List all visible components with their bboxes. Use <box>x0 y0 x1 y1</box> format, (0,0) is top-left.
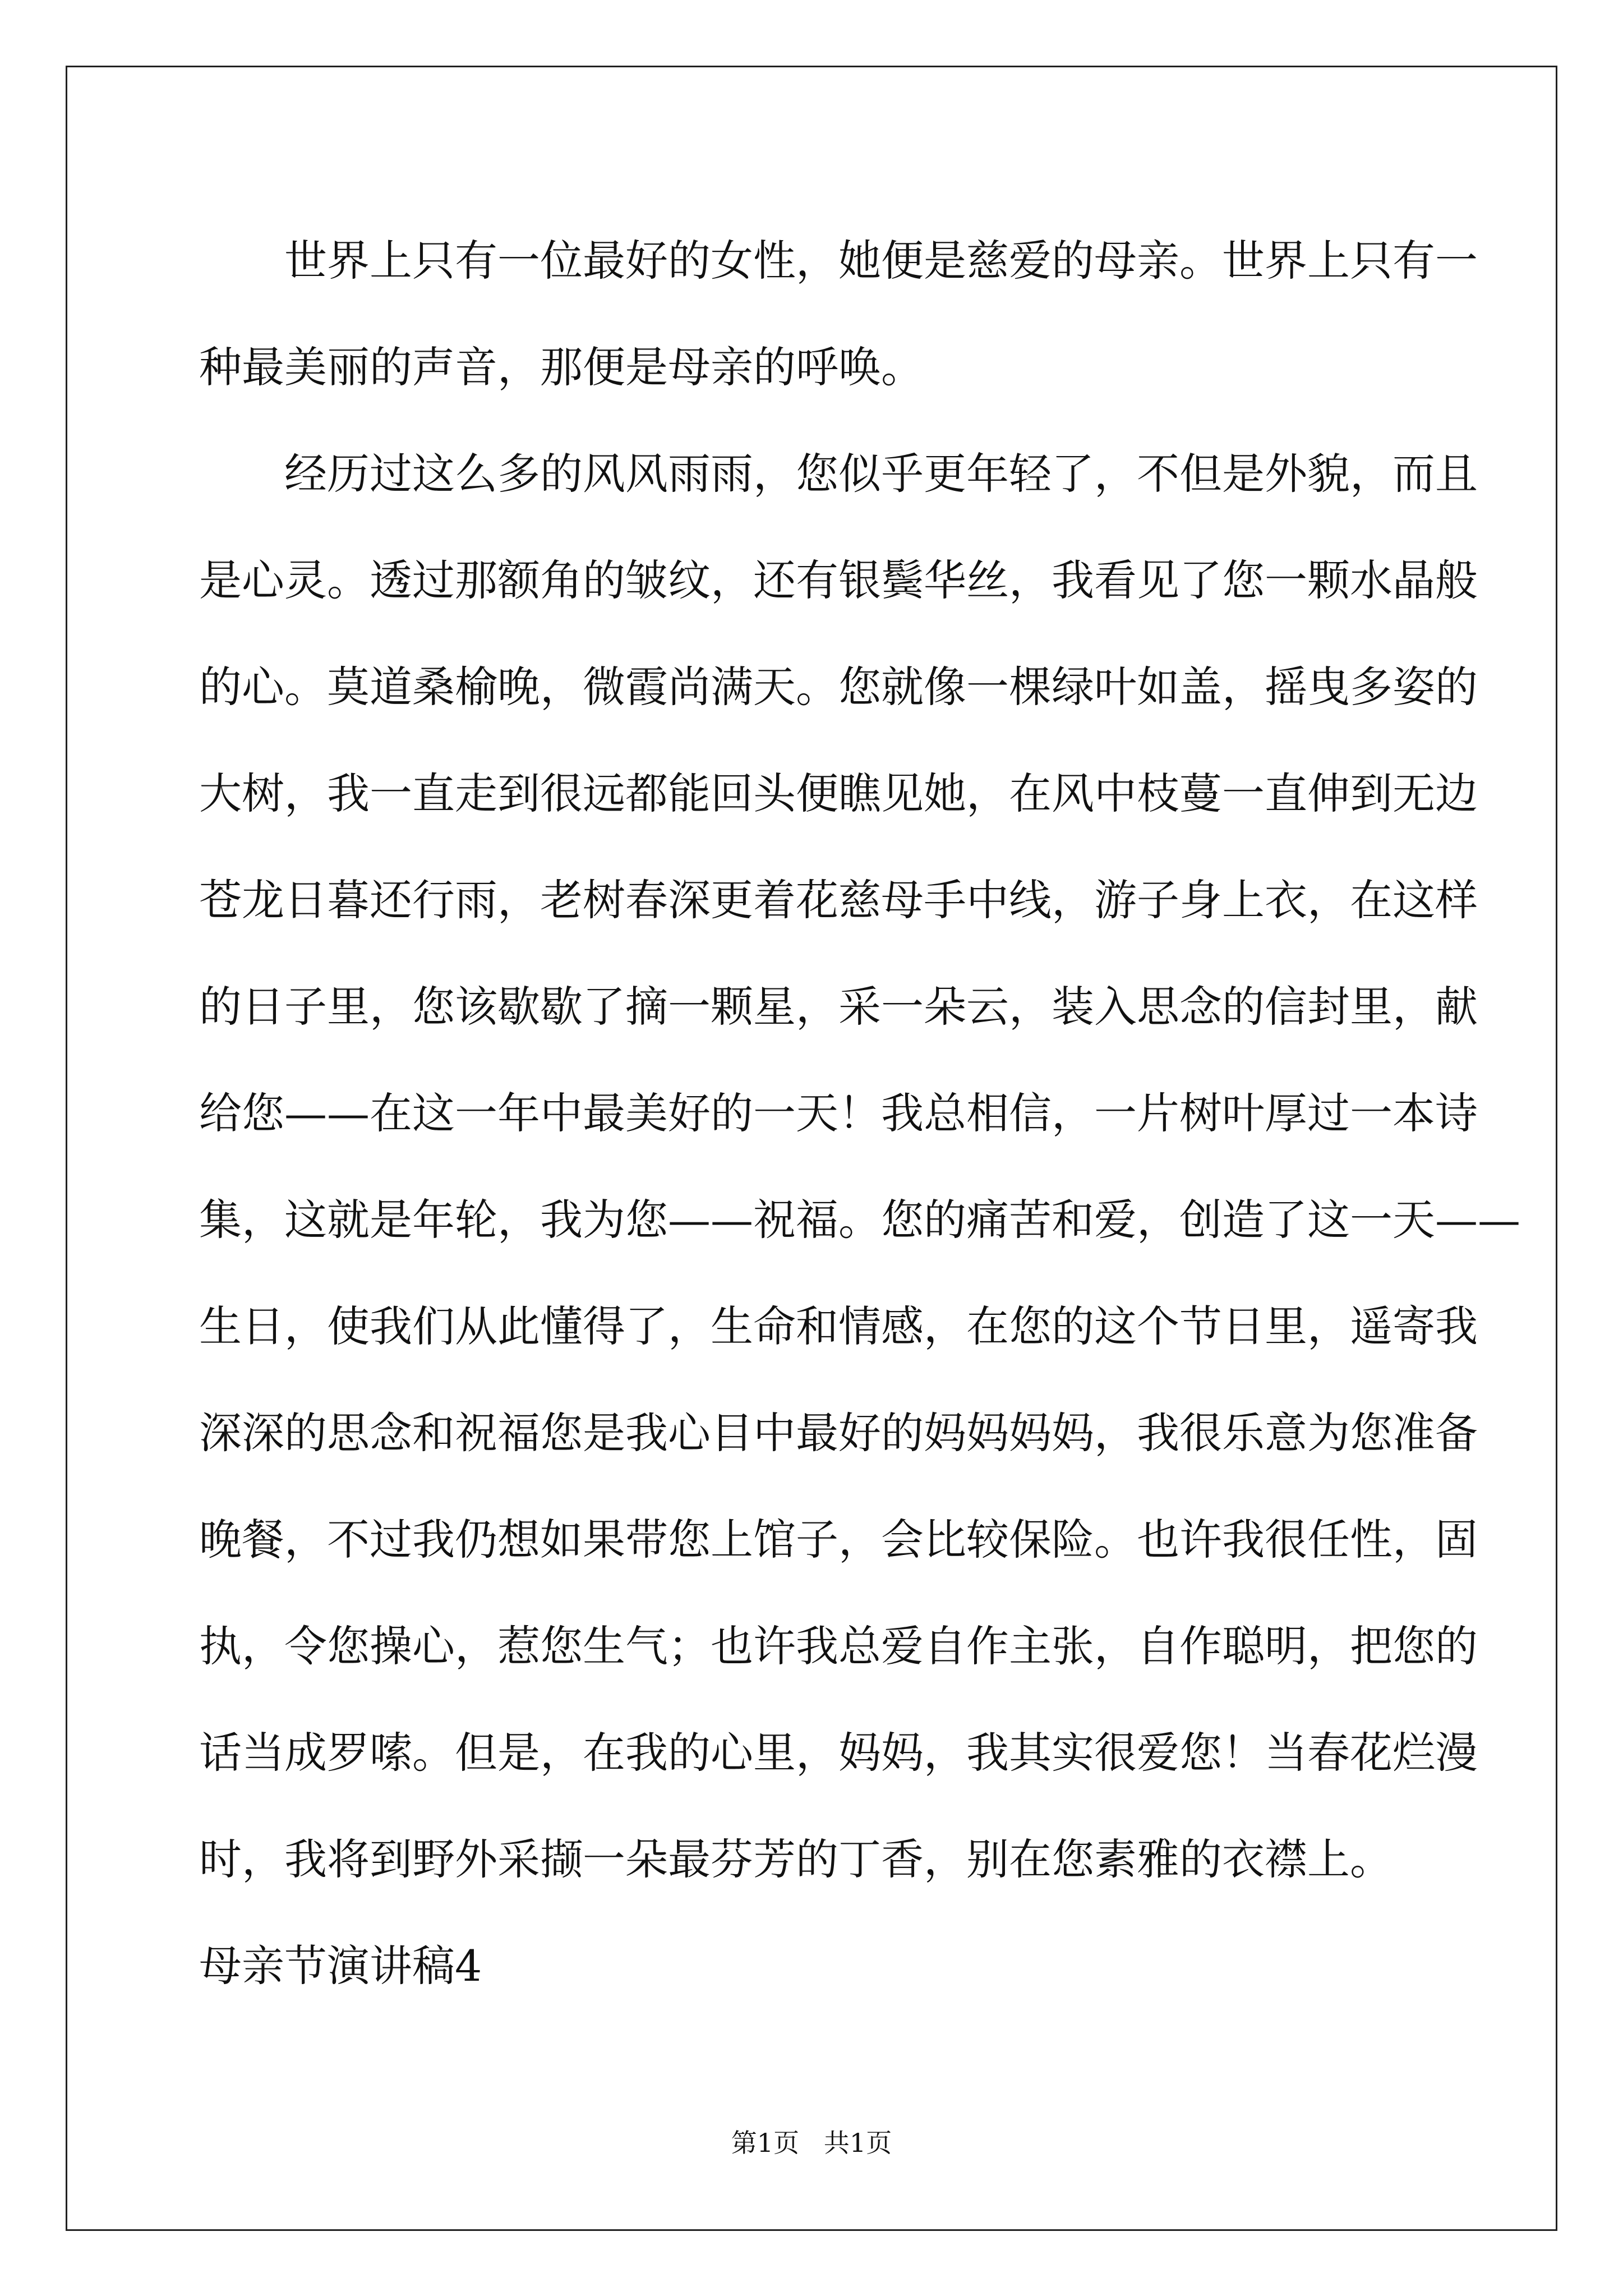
paragraph-2-line-9: 生日，使我们从此懂得了，生命和情感，在您的这个节日里，遥寄我 <box>199 1301 1478 1351</box>
paragraph-2-line-2: 是心灵。透过那额角的皱纹，还有银鬓华丝，我看见了您一颗水晶般 <box>199 555 1478 605</box>
paragraph-2-line-13: 话当成罗嗦。但是，在我的心里，妈妈，我其实很爱您！当春花烂漫 <box>199 1728 1478 1778</box>
paragraph-2-line-7: 给您——在这一年中最美好的一天！我总相信，一片树叶厚过一本诗 <box>199 1088 1478 1138</box>
paragraph-2-line-12: 执，令您操心，惹您生气；也许我总爱自作主张，自作聪明，把您的 <box>199 1621 1478 1671</box>
section-heading: 母亲节演讲稿4 <box>199 1941 482 1991</box>
paragraph-2-line-3: 的心。莫道桑榆晚，微霞尚满天。您就像一棵绿叶如盖，摇曳多姿的 <box>199 662 1478 712</box>
paragraph-2-line-11: 晚餐，不过我仍想如果带您上馆子，会比较保险。也许我很任性，固 <box>199 1515 1478 1565</box>
document-body <box>199 208 1520 2019</box>
paragraph-2-line-8: 集，这就是年轮，我为您——祝福。您的痛苦和爱，创造了这一天—— <box>199 1195 1520 1245</box>
paragraph-2-line-1: 经历过这么多的风风雨雨，您似乎更年轻了，不但是外貌，而且 <box>199 449 1478 499</box>
paragraph-2-line-4: 大树，我一直走到很远都能回头便瞧见她，在风中枝蔓一直伸到无边 <box>199 769 1478 818</box>
paragraph-2-line-5: 苍龙日暮还行雨，老树春深更着花慈母手中线，游子身上衣，在这样 <box>199 875 1478 925</box>
paragraph-1-line-2: 种最美丽的声音，那便是母亲的呼唤。 <box>199 342 924 392</box>
page-footer: 第1页 共1页 <box>731 2128 892 2158</box>
paragraph-2-line-10: 深深的思念和祝福您是我心目中最好的妈妈妈妈，我很乐意为您准备 <box>199 1408 1478 1458</box>
paragraph-2-line-6: 的日子里，您该歇歇了摘一颗星，采一朵云，装入思念的信封里，献 <box>199 982 1478 1032</box>
paragraph-2-line-14: 时，我将到野外采撷一朵最芬芳的丁香，别在您素雅的衣襟上。 <box>199 1834 1393 1884</box>
paragraph-1-line-1: 世界上只有一位最好的女性，她便是慈爱的母亲。世界上只有一 <box>199 236 1478 286</box>
